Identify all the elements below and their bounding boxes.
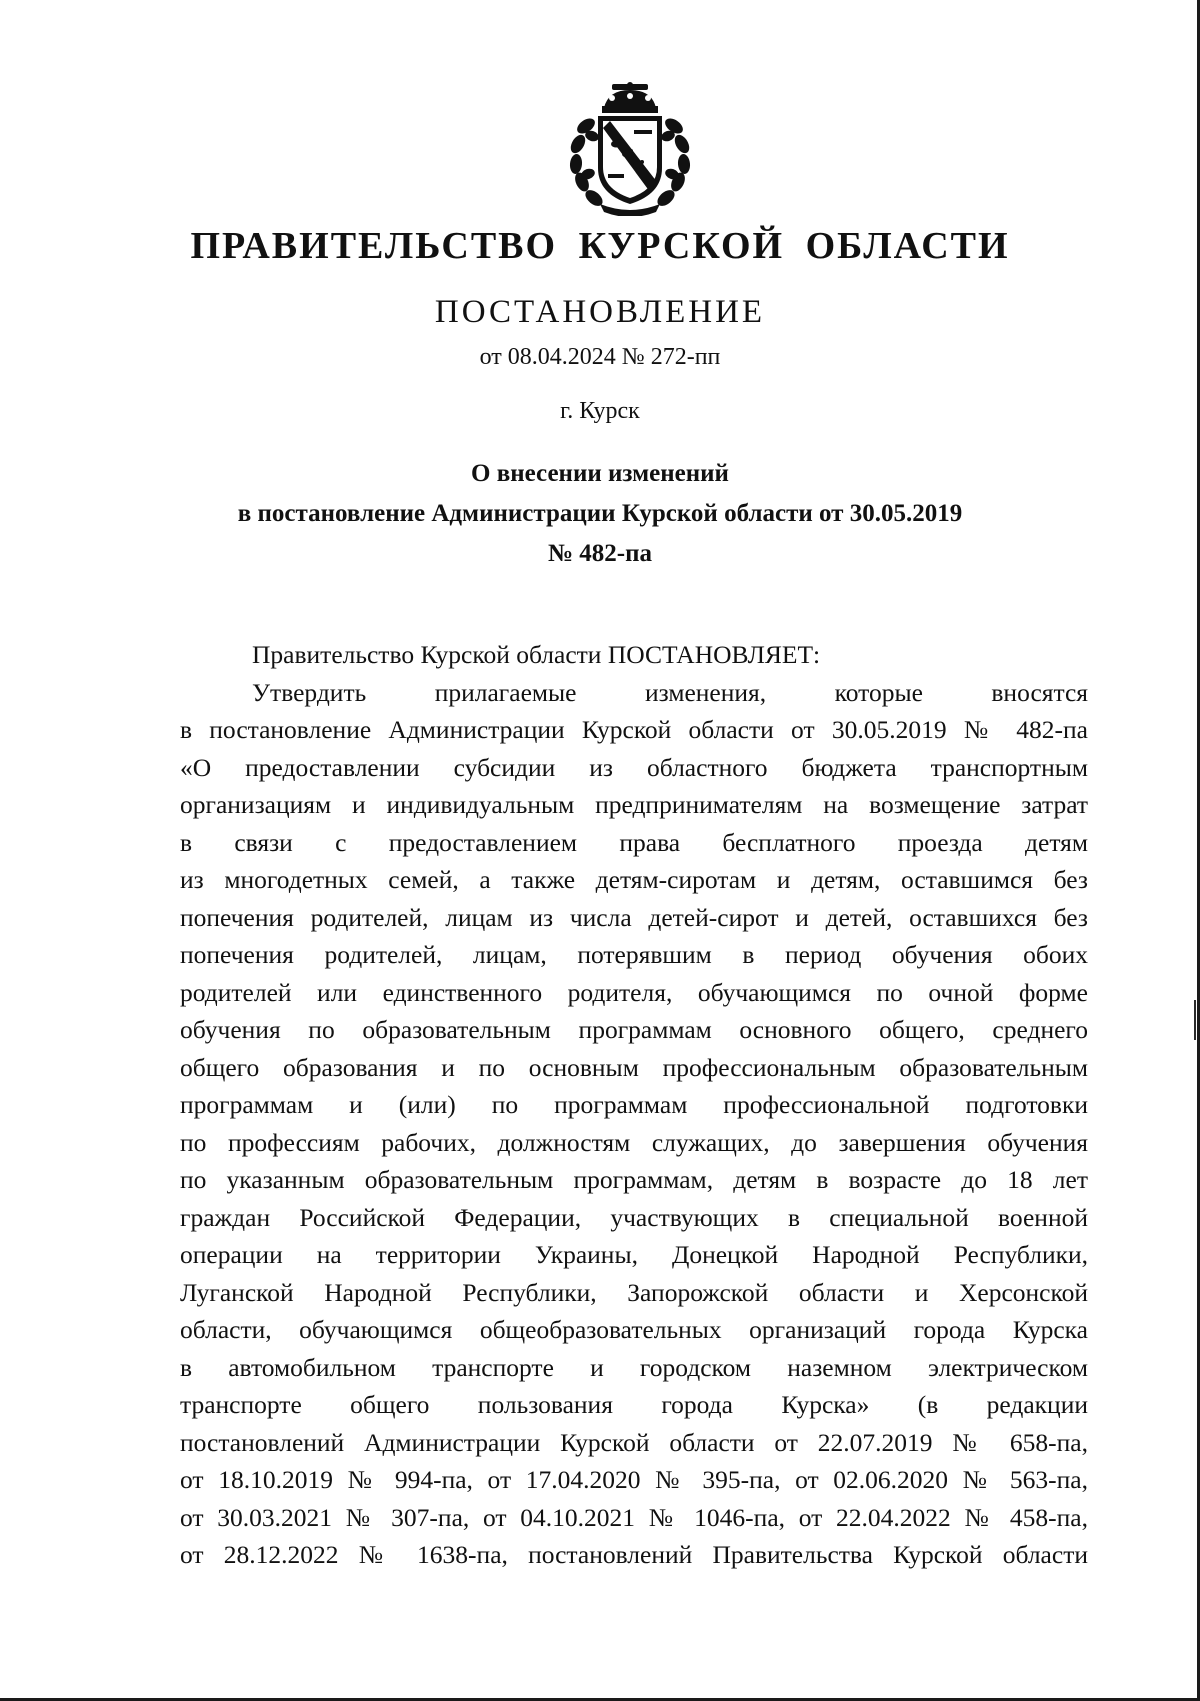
body-line: транспорте общего пользования города Курска» (в редакции <box>180 1390 1088 1419</box>
document-type: ПОСТАНОВЛЕНИЕ <box>434 294 766 330</box>
body-line: общего образования и по основным профессиональным образовательным <box>180 1052 1088 1082</box>
subject-line: № 482-па <box>547 540 653 567</box>
body-line: от 28.12.2022 № 1638-па, постановлений Правительства Курской области <box>180 1540 1088 1569</box>
document-body <box>180 636 1088 1574</box>
scan-artifact <box>1194 1000 1196 1040</box>
body-line: Утвердить прилагаемые изменения, которые вносятся <box>252 677 1088 707</box>
body-line: операции на территории Украины, Донецкой Народной Республики, <box>180 1240 1088 1269</box>
body-preamble: Правительство Курской области ПОСТАНОВЛЯЕТ: <box>252 640 821 669</box>
body-line: от 30.03.2021 № 307-па, от 04.10.2021 № 1046-па, от 22.04.2022 № 458-па, <box>180 1502 1088 1532</box>
body-line: обучения по образовательным программам основного общего, среднего <box>180 1015 1088 1044</box>
body-line: из многодетных семей, а также детям-сиротам и детям, оставшимся без <box>180 865 1088 894</box>
body-line: постановлений Администрации Курской области от 22.07.2019 № 658-па, <box>180 1427 1088 1457</box>
subject-line: О внесении изменений <box>471 460 729 487</box>
kursk-coat-of-arms-icon <box>564 82 696 216</box>
body-line: в автомобильном транспорте и городском наземном электрическом <box>180 1352 1088 1382</box>
body-line: от 18.10.2019 № 994-па, от 17.04.2020 № 395-па, от 02.06.2020 № 563-па, <box>180 1465 1088 1494</box>
subject-line: в постановление Администрации Курской области от 30.05.2019 <box>237 500 963 527</box>
body-line: граждан Российской Федерации, участвующих в специальной военной <box>180 1202 1088 1232</box>
body-line: области, обучающимся общеобразовательных организаций города Курска <box>180 1315 1088 1344</box>
document-subject <box>0 454 1200 574</box>
body-line: «О предоставлении субсидии из областного бюджета транспортным <box>180 752 1088 782</box>
body-line: попечения родителей, лицам, потерявшим в период обучения обоих <box>180 940 1088 969</box>
body-line: родителей или единственного родителя, обучающимся по очной форме <box>180 977 1088 1007</box>
body-line: в постановление Администрации Курской области от 30.05.2019 № 482-па <box>180 715 1088 744</box>
body-line: попечения родителей, лицам из числа детей-сирот и детей, оставшихся без <box>180 902 1088 932</box>
body-line: по профессиям рабочих, должностям служащих, до завершения обучения <box>180 1127 1088 1157</box>
body-line: по указанным образовательным программам, детям в возрасте до 18 лет <box>180 1165 1088 1194</box>
document-number: от 08.04.2024 № 272-пп <box>479 344 721 370</box>
document-city: г. Курск <box>560 398 640 424</box>
body-line: организациям и индивидуальным предпринимателям на возмещение затрат <box>180 790 1088 819</box>
body-line: Луганской Народной Республики, Запорожской области и Херсонской <box>180 1277 1088 1307</box>
body-line: в связи с предоставлением права бесплатного проезда детям <box>180 827 1088 857</box>
body-line: программам и (или) по программам профессиональной подготовки <box>180 1090 1088 1119</box>
government-title: ПРАВИТЕЛЬСТВО КУРСКОЙ ОБЛАСТИ <box>190 225 1010 267</box>
